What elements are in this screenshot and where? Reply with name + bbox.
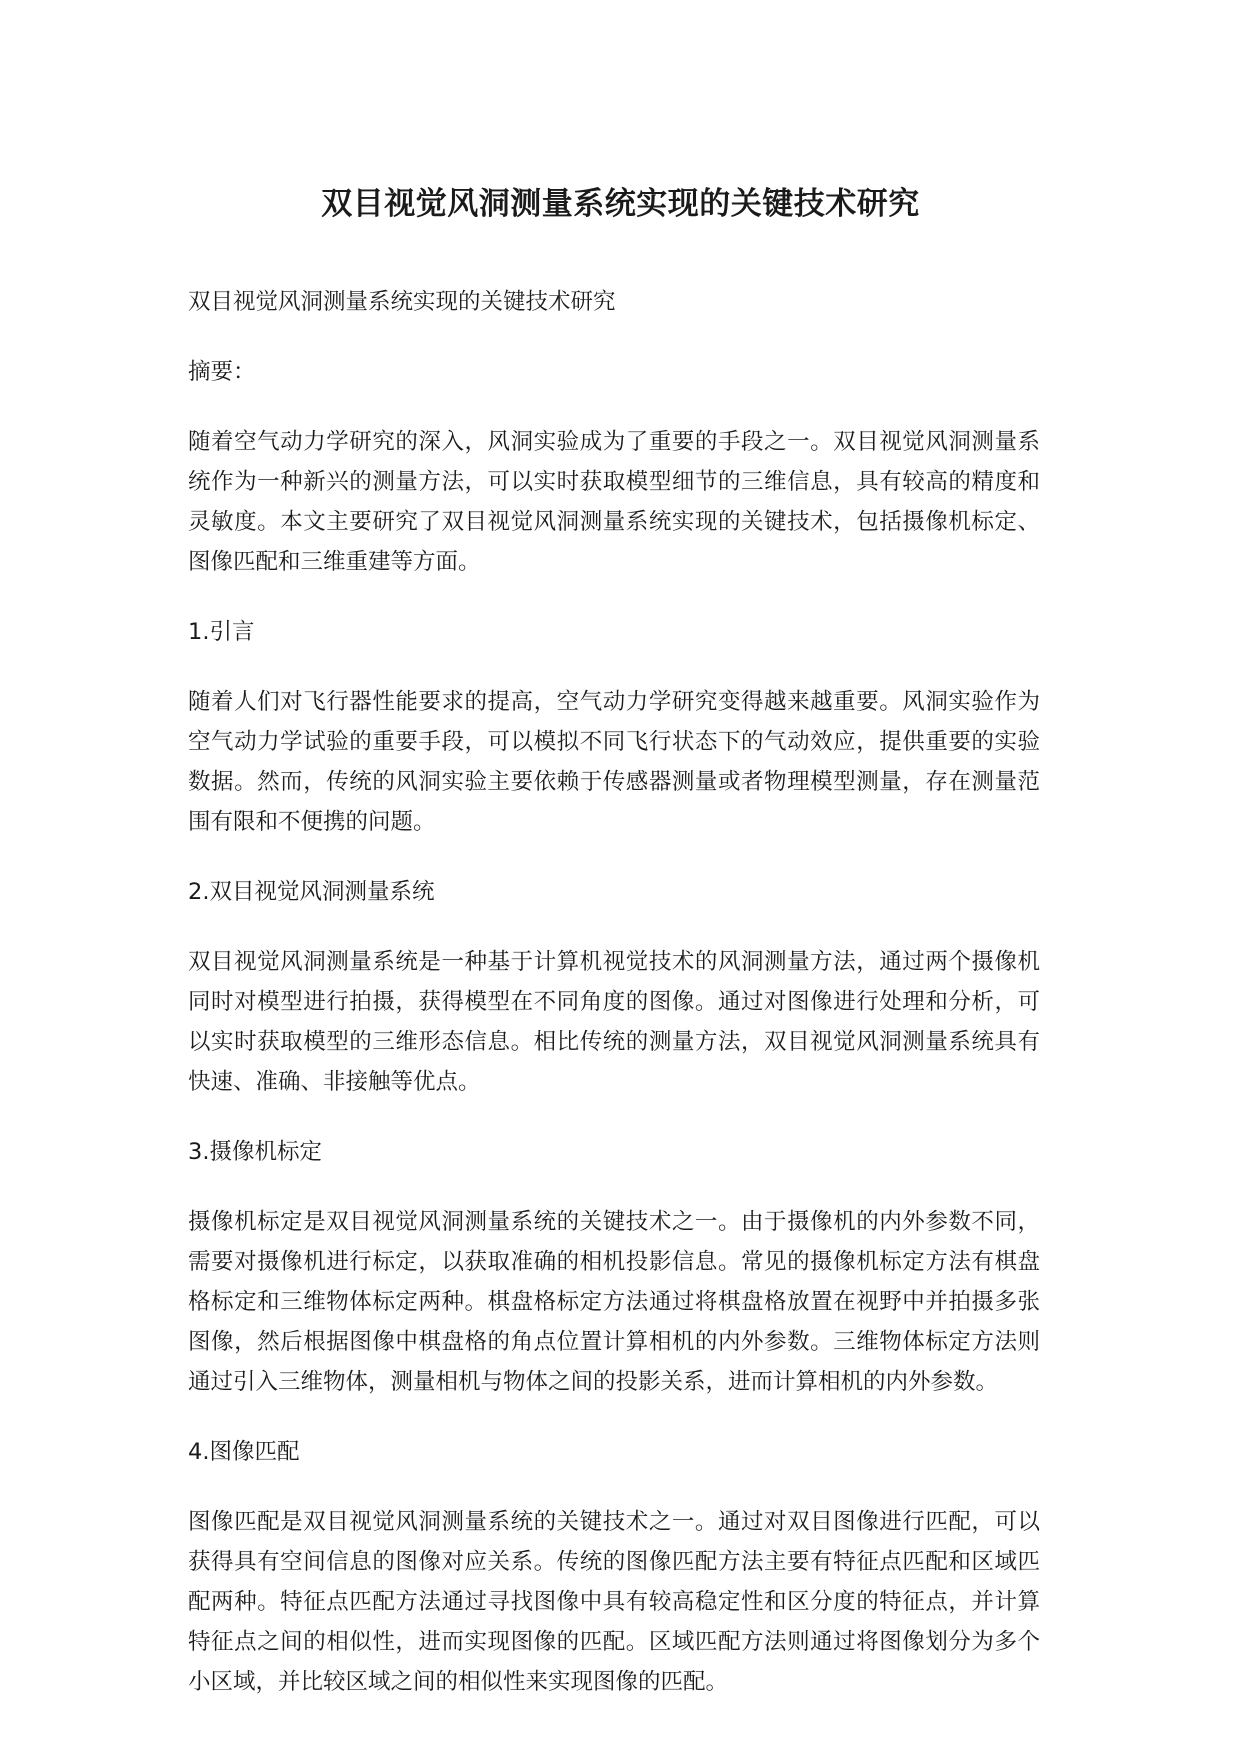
section-heading-introduction: 1.引言 (188, 619, 255, 645)
calibration-paragraph: 摄像机标定是双目视觉风洞测量系统的关键技术之一。由于摄像机的内外参数不同，需要对摄像机进行标定，以获取准确的相机投影信息。常见的摄像机标定方法有棋盘格标定和三维物体标定两种。棋盘格标定方法通过将棋盘格放置在视野中并拍摄多张图像，然后根据图像中棋盘格的角点位置计算相机的内外参数。三维物体标定方法则通过引入三维物体，测量相机与物体之间的投影关系，进而计算相机的内外参数。 (188, 1209, 1040, 1395)
subtitle-paragraph: 双目视觉风洞测量系统实现的关键技术研究 (188, 289, 616, 315)
document-title: 双目视觉风洞测量系统实现的关键技术研究 (321, 186, 920, 222)
introduction-paragraph: 随着人们对飞行器性能要求的提高，空气动力学研究变得越来越重要。风洞实验作为空气动力学试验的重要手段，可以模拟不同飞行状态下的气动效应，提供重要的实验数据。然而，传统的风洞实验主要依赖于传感器测量或者物理模型测量，存在测量范围有限和不便携的问题。 (188, 689, 1040, 835)
section-heading-calibration: 3.摄像机标定 (188, 1139, 322, 1165)
section-heading-matching: 4.图像匹配 (188, 1439, 300, 1465)
system-paragraph: 双目视觉风洞测量系统是一种基于计算机视觉技术的风洞测量方法，通过两个摄像机同时对模型进行拍摄，获得模型在不同角度的图像。通过对图像进行处理和分析，可以实时获取模型的三维形态信息。相比传统的测量方法，双目视觉风洞测量系统具有快速、准确、非接触等优点。 (188, 949, 1040, 1095)
abstract-heading: 摘要： (188, 359, 256, 385)
document-body (188, 282, 1040, 1732)
matching-paragraph: 图像匹配是双目视觉风洞测量系统的关键技术之一。通过对双目图像进行匹配，可以获得具有空间信息的图像对应关系。传统的图像匹配方法主要有特征点匹配和区域匹配两种。特征点匹配方法通过寻找图像中具有较高稳定性和区分度的特征点，并计算特征点之间的相似性，进而实现图像的匹配。区域匹配方法则通过将图像划分为多个小区域，并比较区域之间的相似性来实现图像的匹配。 (188, 1509, 1040, 1695)
section-heading-system: 2.双目视觉风洞测量系统 (188, 879, 435, 905)
abstract-paragraph: 随着空气动力学研究的深入，风洞实验成为了重要的手段之一。双目视觉风洞测量系统作为一种新兴的测量方法，可以实时获取模型细节的三维信息，具有较高的精度和灵敏度。本文主要研究了双目视觉风洞测量系统实现的关键技术，包括摄像机标定、图像匹配和三维重建等方面。 (188, 429, 1040, 575)
